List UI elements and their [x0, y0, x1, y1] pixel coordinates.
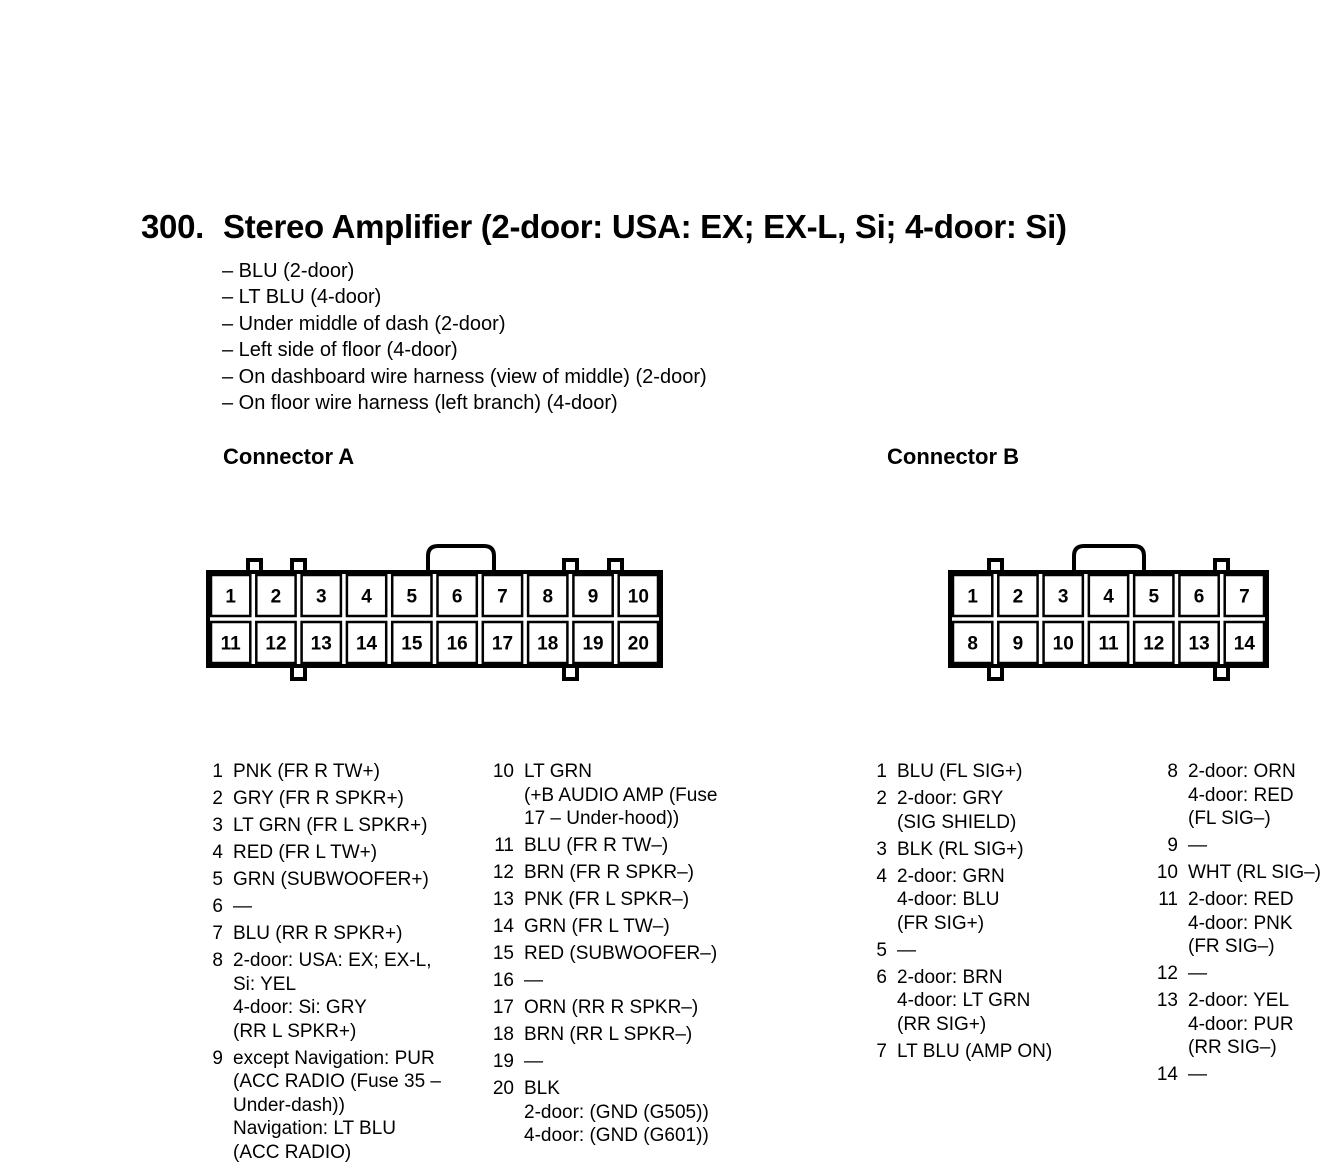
- note-line: – LT BLU (4-door): [222, 286, 382, 309]
- pin-number: 16: [492, 970, 514, 991]
- pin-description: LT GRN (+B AUDIO AMP (Fuse 17 – Under-hood)): [524, 761, 718, 829]
- pin-number: 12: [492, 862, 514, 883]
- component-number: 300.: [141, 208, 205, 245]
- connector-b-lock-tab: [1074, 546, 1144, 570]
- pin-description: 2-door: ORN 4-door: RED (FL SIG–): [1188, 761, 1296, 829]
- pin-entry: [867, 966, 1052, 1037]
- pin-number: 4: [876, 865, 887, 887]
- pin-entry: [1156, 1063, 1321, 1087]
- pin-b-top-2: 2: [1012, 586, 1024, 608]
- pin-entry: [490, 1050, 717, 1074]
- pin-number: 10: [1156, 862, 1178, 883]
- pin-b-top-4: 4: [1103, 586, 1114, 608]
- pin-entry: [867, 865, 1052, 936]
- pin-entry: [203, 814, 441, 838]
- pin-a-top-10: 10: [627, 586, 649, 608]
- note-line: – BLU (2-door): [222, 260, 355, 282]
- pin-a-top-3: 3: [315, 586, 327, 608]
- connector-a: [208, 546, 661, 679]
- pin-description: —: [1188, 963, 1207, 984]
- pin-entry: [867, 838, 1052, 862]
- pin-number: 18: [492, 1024, 514, 1045]
- pin-entry: [1156, 861, 1321, 885]
- pin-list-connector-b-col1: [867, 760, 1052, 1067]
- pin-number: 11: [494, 835, 514, 856]
- pin-a-bottom-18: 18: [537, 633, 559, 655]
- pin-description: 2-door: RED 4-door: PNK (FR SIG–): [1188, 889, 1294, 957]
- component-name: Stereo Amplifier (2-door: USA: EX; EX-L, Si; 4-door: Si): [223, 208, 1067, 245]
- pin-number: 2: [876, 788, 887, 809]
- pin-a-top-6: 6: [451, 586, 463, 608]
- note-line: – Under middle of dash (2-door): [222, 312, 506, 335]
- pin-b-top-7: 7: [1239, 586, 1250, 608]
- pin-entry: [490, 996, 717, 1020]
- pin-description: —: [1188, 1064, 1207, 1085]
- pin-entry: [867, 1040, 1052, 1064]
- pin-a-top-5: 5: [406, 586, 418, 608]
- pin-description: WHT (RL SIG–): [1188, 862, 1322, 883]
- pin-entry: [203, 787, 441, 811]
- pin-entry: [1156, 760, 1321, 831]
- pin-entry: [490, 1077, 717, 1148]
- pin-description: —: [233, 896, 252, 917]
- pin-a-top-1: 1: [225, 586, 236, 608]
- pin-number: 6: [876, 966, 887, 988]
- pin-b-bottom-9: 9: [1012, 633, 1024, 655]
- pin-number: 5: [212, 869, 223, 890]
- pin-number: 14: [1156, 1064, 1178, 1085]
- pin-number: 11: [1158, 889, 1178, 910]
- pin-number: 7: [876, 1040, 887, 1062]
- pin-a-top-4: 4: [361, 586, 372, 608]
- pin-number: 13: [1156, 990, 1178, 1011]
- pin-description: BRN (FR R SPKR–): [524, 862, 694, 883]
- pin-a-top-2: 2: [270, 586, 282, 608]
- pin-entry: [203, 949, 441, 1043]
- pin-entry: [490, 861, 717, 885]
- pin-description: —: [897, 939, 916, 961]
- pin-number: 12: [1156, 963, 1178, 984]
- pin-entry: [490, 888, 717, 912]
- pin-b-bottom-11: 11: [1098, 633, 1119, 655]
- pin-number: 7: [212, 923, 223, 944]
- pin-entry: [203, 868, 441, 892]
- connector-a-label: Connector A: [223, 444, 355, 469]
- pin-list-connector-b-col2: [1156, 760, 1321, 1090]
- pin-number: 14: [492, 916, 514, 937]
- pin-entry: [490, 1023, 717, 1047]
- pin-description: GRN (FR L TW–): [524, 916, 670, 937]
- pin-a-bottom-11: 11: [220, 633, 241, 655]
- pin-description: RED (SUBWOOFER–): [524, 943, 718, 964]
- pin-number: 8: [212, 950, 223, 971]
- pin-b-bottom-12: 12: [1143, 633, 1165, 655]
- pin-a-bottom-12: 12: [265, 633, 287, 655]
- pin-b-top-1: 1: [967, 586, 978, 608]
- note-line: – Left side of floor (4-door): [222, 339, 458, 362]
- pin-description: 2-door: GRN 4-door: BLU (FR SIG+): [897, 865, 1005, 934]
- pin-list-connector-a-col1: [203, 760, 441, 1168]
- pin-number: 2: [212, 788, 223, 809]
- pin-entry: [1156, 989, 1321, 1060]
- pin-description: BRN (RR L SPKR–): [524, 1024, 693, 1045]
- pin-description: LT BLU (AMP ON): [897, 1040, 1053, 1062]
- connector-b-label: Connector B: [887, 444, 1019, 469]
- pin-entry: [203, 760, 441, 784]
- pin-number: 4: [212, 842, 223, 863]
- pin-entry: [203, 841, 441, 865]
- pin-entry: [203, 1047, 441, 1165]
- pin-number: 20: [492, 1078, 514, 1099]
- pin-description: 2-door: USA: EX; EX-L, Si: YEL 4-door: Si: GRY (RR L SPKR+): [233, 950, 432, 1042]
- pin-description: BLK 2-door: (GND (G505)) 4-door: (GND (G601)): [524, 1078, 709, 1146]
- pin-description: except Navigation: PUR (ACC RADIO (Fuse 35 – Under-dash)) Navigation: LT BLU (ACC RADIO): [233, 1047, 441, 1163]
- note-line: – On dashboard wire harness (view of middle) (2-door): [222, 365, 707, 388]
- pin-b-top-3: 3: [1057, 586, 1069, 608]
- pin-list-connector-a-col2: [490, 760, 717, 1151]
- pin-description: PNK (FR L SPKR–): [524, 889, 690, 910]
- pin-entry: [1156, 888, 1321, 959]
- pin-number: 19: [492, 1051, 514, 1072]
- pin-number: 17: [492, 997, 514, 1018]
- pin-entry: [867, 787, 1052, 834]
- pin-description: —: [524, 1051, 543, 1072]
- pin-entry: [490, 915, 717, 939]
- pin-description: BLU (FR R TW–): [524, 835, 669, 856]
- pin-number: 1: [212, 761, 223, 782]
- pin-description: GRY (FR R SPKR+): [233, 788, 404, 809]
- pin-number: 9: [212, 1047, 223, 1069]
- pin-description: 2-door: GRY (SIG SHIELD): [897, 788, 1017, 833]
- pin-a-bottom-14: 14: [355, 633, 378, 655]
- pin-number: 15: [492, 943, 514, 964]
- pin-entry: [203, 922, 441, 946]
- pin-number: 9: [1167, 835, 1178, 856]
- pin-description: BLU (RR R SPKR+): [233, 923, 403, 944]
- pin-description: BLK (RL SIG+): [897, 838, 1024, 860]
- pin-b-bottom-8: 8: [967, 633, 978, 655]
- pin-description: 2-door: YEL 4-door: PUR (RR SIG–): [1188, 990, 1294, 1058]
- pin-a-top-8: 8: [542, 586, 554, 608]
- note-line: – On floor wire harness (left branch) (4-door): [222, 391, 618, 414]
- pin-b-bottom-10: 10: [1052, 633, 1074, 655]
- pin-a-bottom-13: 13: [310, 633, 332, 655]
- pin-number: 5: [876, 939, 887, 961]
- pin-b-top-5: 5: [1148, 586, 1160, 608]
- connector-a-lock-tab: [428, 546, 494, 570]
- pin-b-bottom-14: 14: [1233, 633, 1255, 655]
- pin-number: 13: [492, 889, 514, 910]
- pin-b-top-6: 6: [1193, 586, 1205, 608]
- pin-description: LT GRN (FR L SPKR+): [233, 815, 428, 836]
- pin-a-bottom-16: 16: [446, 633, 468, 655]
- pin-description: —: [524, 970, 543, 991]
- pin-number: 1: [876, 761, 887, 782]
- pin-description: ORN (RR R SPKR–): [524, 997, 699, 1018]
- pin-entry: [490, 760, 717, 831]
- pin-entry: [867, 760, 1052, 784]
- pin-a-bottom-17: 17: [491, 633, 514, 655]
- pin-a-bottom-19: 19: [582, 633, 604, 655]
- pin-entry: [490, 834, 717, 858]
- pin-a-top-7: 7: [497, 586, 508, 608]
- pin-b-bottom-13: 13: [1188, 633, 1210, 655]
- pin-entry: [490, 942, 717, 966]
- pin-description: BLU (FL SIG+): [897, 761, 1023, 782]
- pin-entry: [867, 939, 1052, 963]
- pin-description: RED (FR L TW+): [233, 842, 378, 863]
- pin-number: 3: [212, 815, 223, 836]
- pin-description: GRN (SUBWOOFER+): [233, 869, 429, 890]
- pin-a-top-9: 9: [587, 586, 599, 608]
- pin-number: 3: [876, 838, 887, 860]
- pin-entry: [203, 895, 441, 919]
- pin-a-bottom-15: 15: [401, 633, 423, 655]
- pin-entry: [1156, 962, 1321, 986]
- pin-number: 6: [212, 896, 223, 917]
- pin-description: PNK (FR R TW+): [233, 761, 380, 782]
- pin-description: 2-door: BRN 4-door: LT GRN (RR SIG+): [897, 966, 1031, 1035]
- pin-description: —: [1188, 835, 1207, 856]
- pin-entry: [490, 969, 717, 993]
- pin-number: 10: [492, 761, 514, 782]
- pin-number: 8: [1167, 761, 1178, 782]
- pin-a-bottom-20: 20: [627, 633, 649, 655]
- pin-entry: [1156, 834, 1321, 858]
